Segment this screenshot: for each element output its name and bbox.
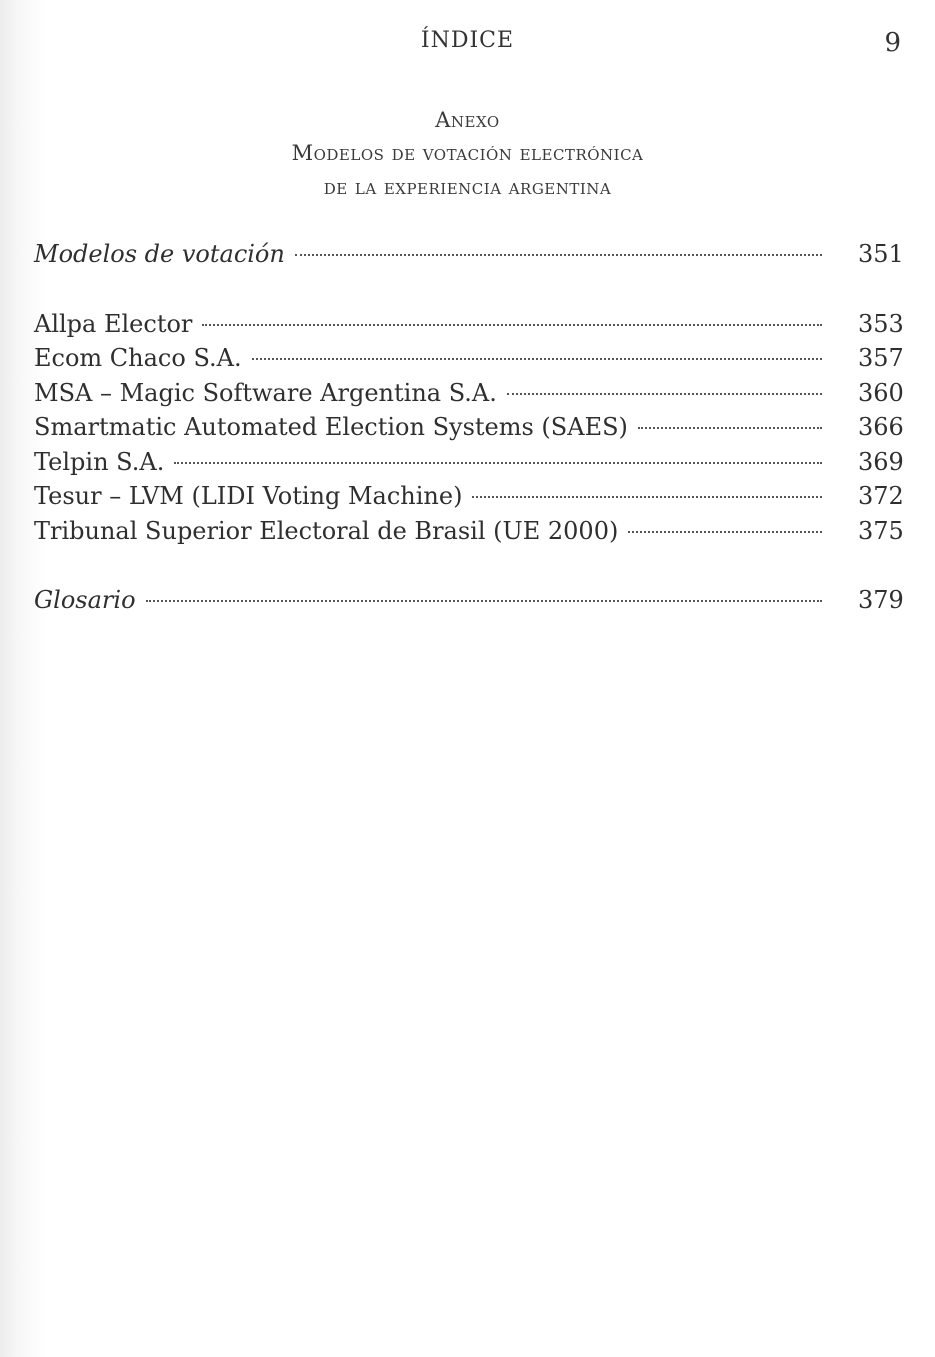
annex-label: Anexo [435, 108, 500, 132]
toc-entry-smartmatic [34, 413, 902, 447]
toc-entry-glosario [34, 586, 902, 620]
running-header [0, 28, 935, 60]
toc-entry-ecom [34, 344, 902, 378]
toc-entry-page: 353 [858, 310, 904, 338]
toc-entry-label: Allpa Elector [34, 310, 193, 338]
toc-entry-page: 379 [858, 586, 904, 614]
toc-entry-label: Smartmatic Automated Election Systems (SAES) [34, 413, 628, 441]
toc-entry-label: Glosario [34, 586, 136, 614]
dot-leader [472, 496, 822, 498]
dot-leader [507, 393, 822, 395]
toc-entry-page: 360 [858, 379, 904, 407]
toc-entry-page: 366 [858, 413, 904, 441]
dot-leader [628, 531, 822, 533]
toc-entry-tesur [34, 482, 902, 516]
toc-entry-label: Tesur – LVM (LIDI Voting Machine) [34, 482, 463, 510]
dot-leader [295, 254, 822, 256]
toc-entry-label: Modelos de votación [34, 240, 285, 268]
toc-entry-label: Tribunal Superior Electoral de Brasil (UE 2000) [34, 517, 619, 545]
toc-entry-page: 351 [858, 240, 904, 268]
toc-entry-telpin [34, 448, 902, 482]
toc-entry-page: 372 [858, 482, 904, 510]
toc-entry-page: 369 [858, 448, 904, 476]
toc-entry-msa [34, 379, 902, 413]
toc-entry-label: Ecom Chaco S.A. [34, 344, 242, 372]
toc-entry-page: 375 [858, 517, 904, 545]
running-title: ÍNDICE [420, 28, 515, 53]
toc-entry-label: Telpin S.A. [34, 448, 165, 476]
toc-entry-page: 357 [858, 344, 904, 372]
toc-entry-tribunal [34, 517, 902, 551]
toc-entry-allpa [34, 310, 902, 344]
dot-leader [252, 358, 822, 360]
annex-title-line-1: Modelos de votación electrónica [291, 141, 644, 165]
dot-leader [174, 462, 822, 464]
page-number: 9 [884, 28, 901, 58]
dot-leader [202, 324, 822, 326]
toc-entry-label: MSA – Magic Software Argentina S.A. [34, 379, 497, 407]
dot-leader [146, 600, 822, 602]
toc-entry-modelos [34, 240, 902, 274]
dot-leader [638, 427, 822, 429]
annex-heading [0, 104, 935, 204]
annex-title-line-2: de la experiencia argentina [323, 175, 612, 199]
